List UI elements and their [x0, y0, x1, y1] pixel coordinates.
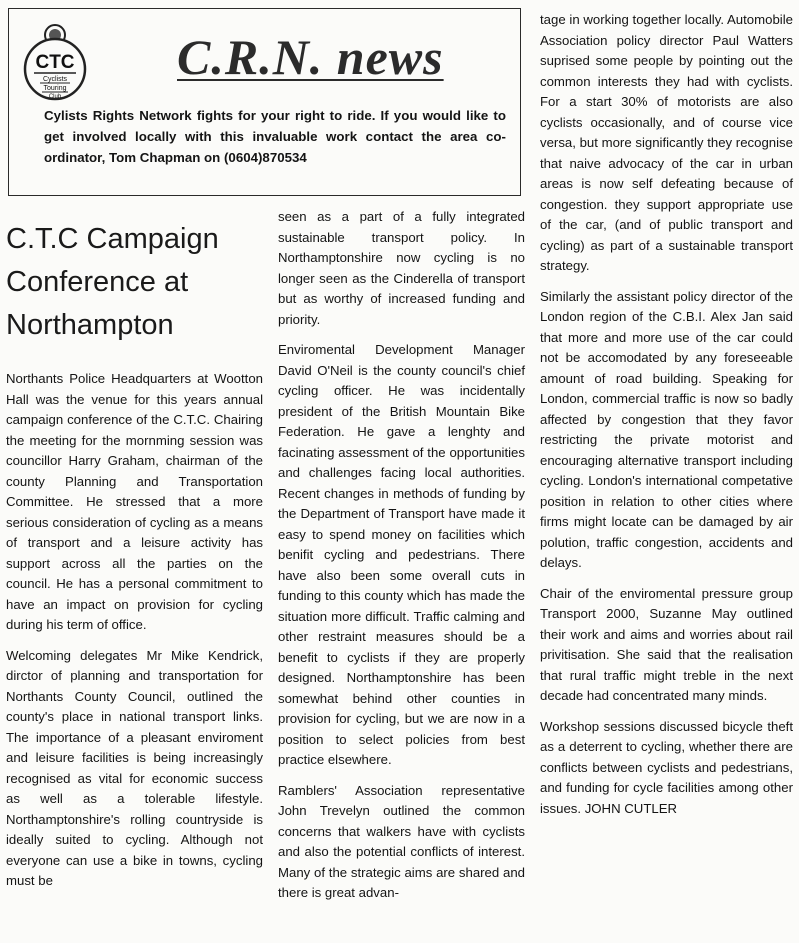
paragraph: Workshop sessions discussed bicycle theft as a deterrent to cycling, whether there are conflicts between cyclists and pedestrians, and funding for cycle facilities among other issues. JOHN CUTLER [540, 718, 793, 816]
paragraph: Welcoming delegates Mr Mike Kendrick, dirctor of planning and transportation for Northants County Council, outlined the county's place in national transport links. The importance of a pleasant enviroment and leisure facilities is being increasingly recognised as vital for economic success as well as a tolerable lifestyle. Northamptonshire's rolling countryside is ideally suited to cycling. Although not everyone can use a bike in towns, cycling must be [6, 647, 263, 888]
svg-text:Touring: Touring [43, 85, 67, 92]
paragraph: Ramblers' Association representative John Trevelyn outlined the common concerns that walkers have with cyclists and also the potential conflicts of interest. Many of the strategic aims are shared and there is great advan- [278, 782, 525, 900]
article-column-1 [6, 218, 263, 902]
svg-text:Club: Club [48, 94, 62, 100]
article-column-3 [540, 10, 793, 829]
article-column-2 [278, 207, 525, 914]
logo-ctc-text: CTC [35, 52, 75, 73]
ctc-logo-icon [22, 21, 88, 101]
masthead-box [8, 8, 521, 196]
masthead-title: C.R.N. news [177, 29, 444, 85]
masthead-blurb: Cylists Rights Network fights for your right to ride. If you would like to get involved locally with this invaluable work contact the area co-ordinator, Tom Chapman on (0604)870534 [44, 108, 506, 165]
paragraph: Northants Police Headquarters at Wootton Hall was the venue for this years annual campaign conference of the C.T.C. Chairing the meeting for the mornming session was councillor Harry Graham, chairman of the county Planning and Transportation Committee. He stressed that a more serious consideration of cycling as a means of transport and a leisure activity has support across all the parties on the council. He has a personal commitment to have an impact on provision for cycling during his term of office. [6, 371, 263, 632]
paragraph: Similarly the assistant policy director of the London region of the C.B.I. Alex Jan said that more and more use of the car could not be accomodated by any foreseeable amount of road building. Speaking for London, commercial traffic is now so badly affected by congestion that they favor restricting the private motorist and encouraging alternative transport including cycling. London's international competative position in relation to other cities where firms might locate can be damaged by air polution, traffic congestion, accidents and delays. [540, 288, 793, 570]
article-headline: C.T.C Campaign Conference at Northampton [6, 223, 219, 341]
paragraph: seen as a part of a fully integrated sustainable transport policy. In Northamptonshire now cycling is no longer seen as the Cinderella of transport but as worthy of increased funding and priority. [278, 209, 525, 327]
svg-text:Cyclists: Cyclists [42, 76, 68, 83]
paragraph: Enviromental Development Manager David O'Neil is the county council's chief cycling officer. He was incidentally president of the British Mountain Bike Federation. He gave a lenghty and facinating assessment of the opportunities and challenges facing local authorities. Recent changes in methods of funding by the Department of Transport have made it easy to spend money on facilities which benifit cycling and pedestrians. There have also been some overall cuts in funding to this county which has made the situation more difficult. Traffic calming and other restraint measures should be a benefit to cyclists if they are properly designed. Northamptonshire has been somewhat behind other counties in provision for cycling, but we are now in a position to select policies from best practice elsewhere. [278, 342, 525, 767]
paragraph: tage in working together locally. Automobile Association policy director Paul Watters suprised some people by pointing out the common interests they had with cyclists. For a start 30% of motorists are also cyclists occasionally, and of course vice versa, but more significantly they recognise that naive advocacy of the car in urban areas is now self defeating because of congestion. they support appropriate use of the car, (and of public transport and cycling) as part of a sustainable transport strategy. [540, 12, 793, 273]
paragraph: Chair of the enviromental pressure group Transport 2000, Suzanne May outlined their work and aims and worries about rail privitisation. She said that the realisation that rural traffic might treble in the next decade had concentrated many minds. [540, 585, 793, 703]
